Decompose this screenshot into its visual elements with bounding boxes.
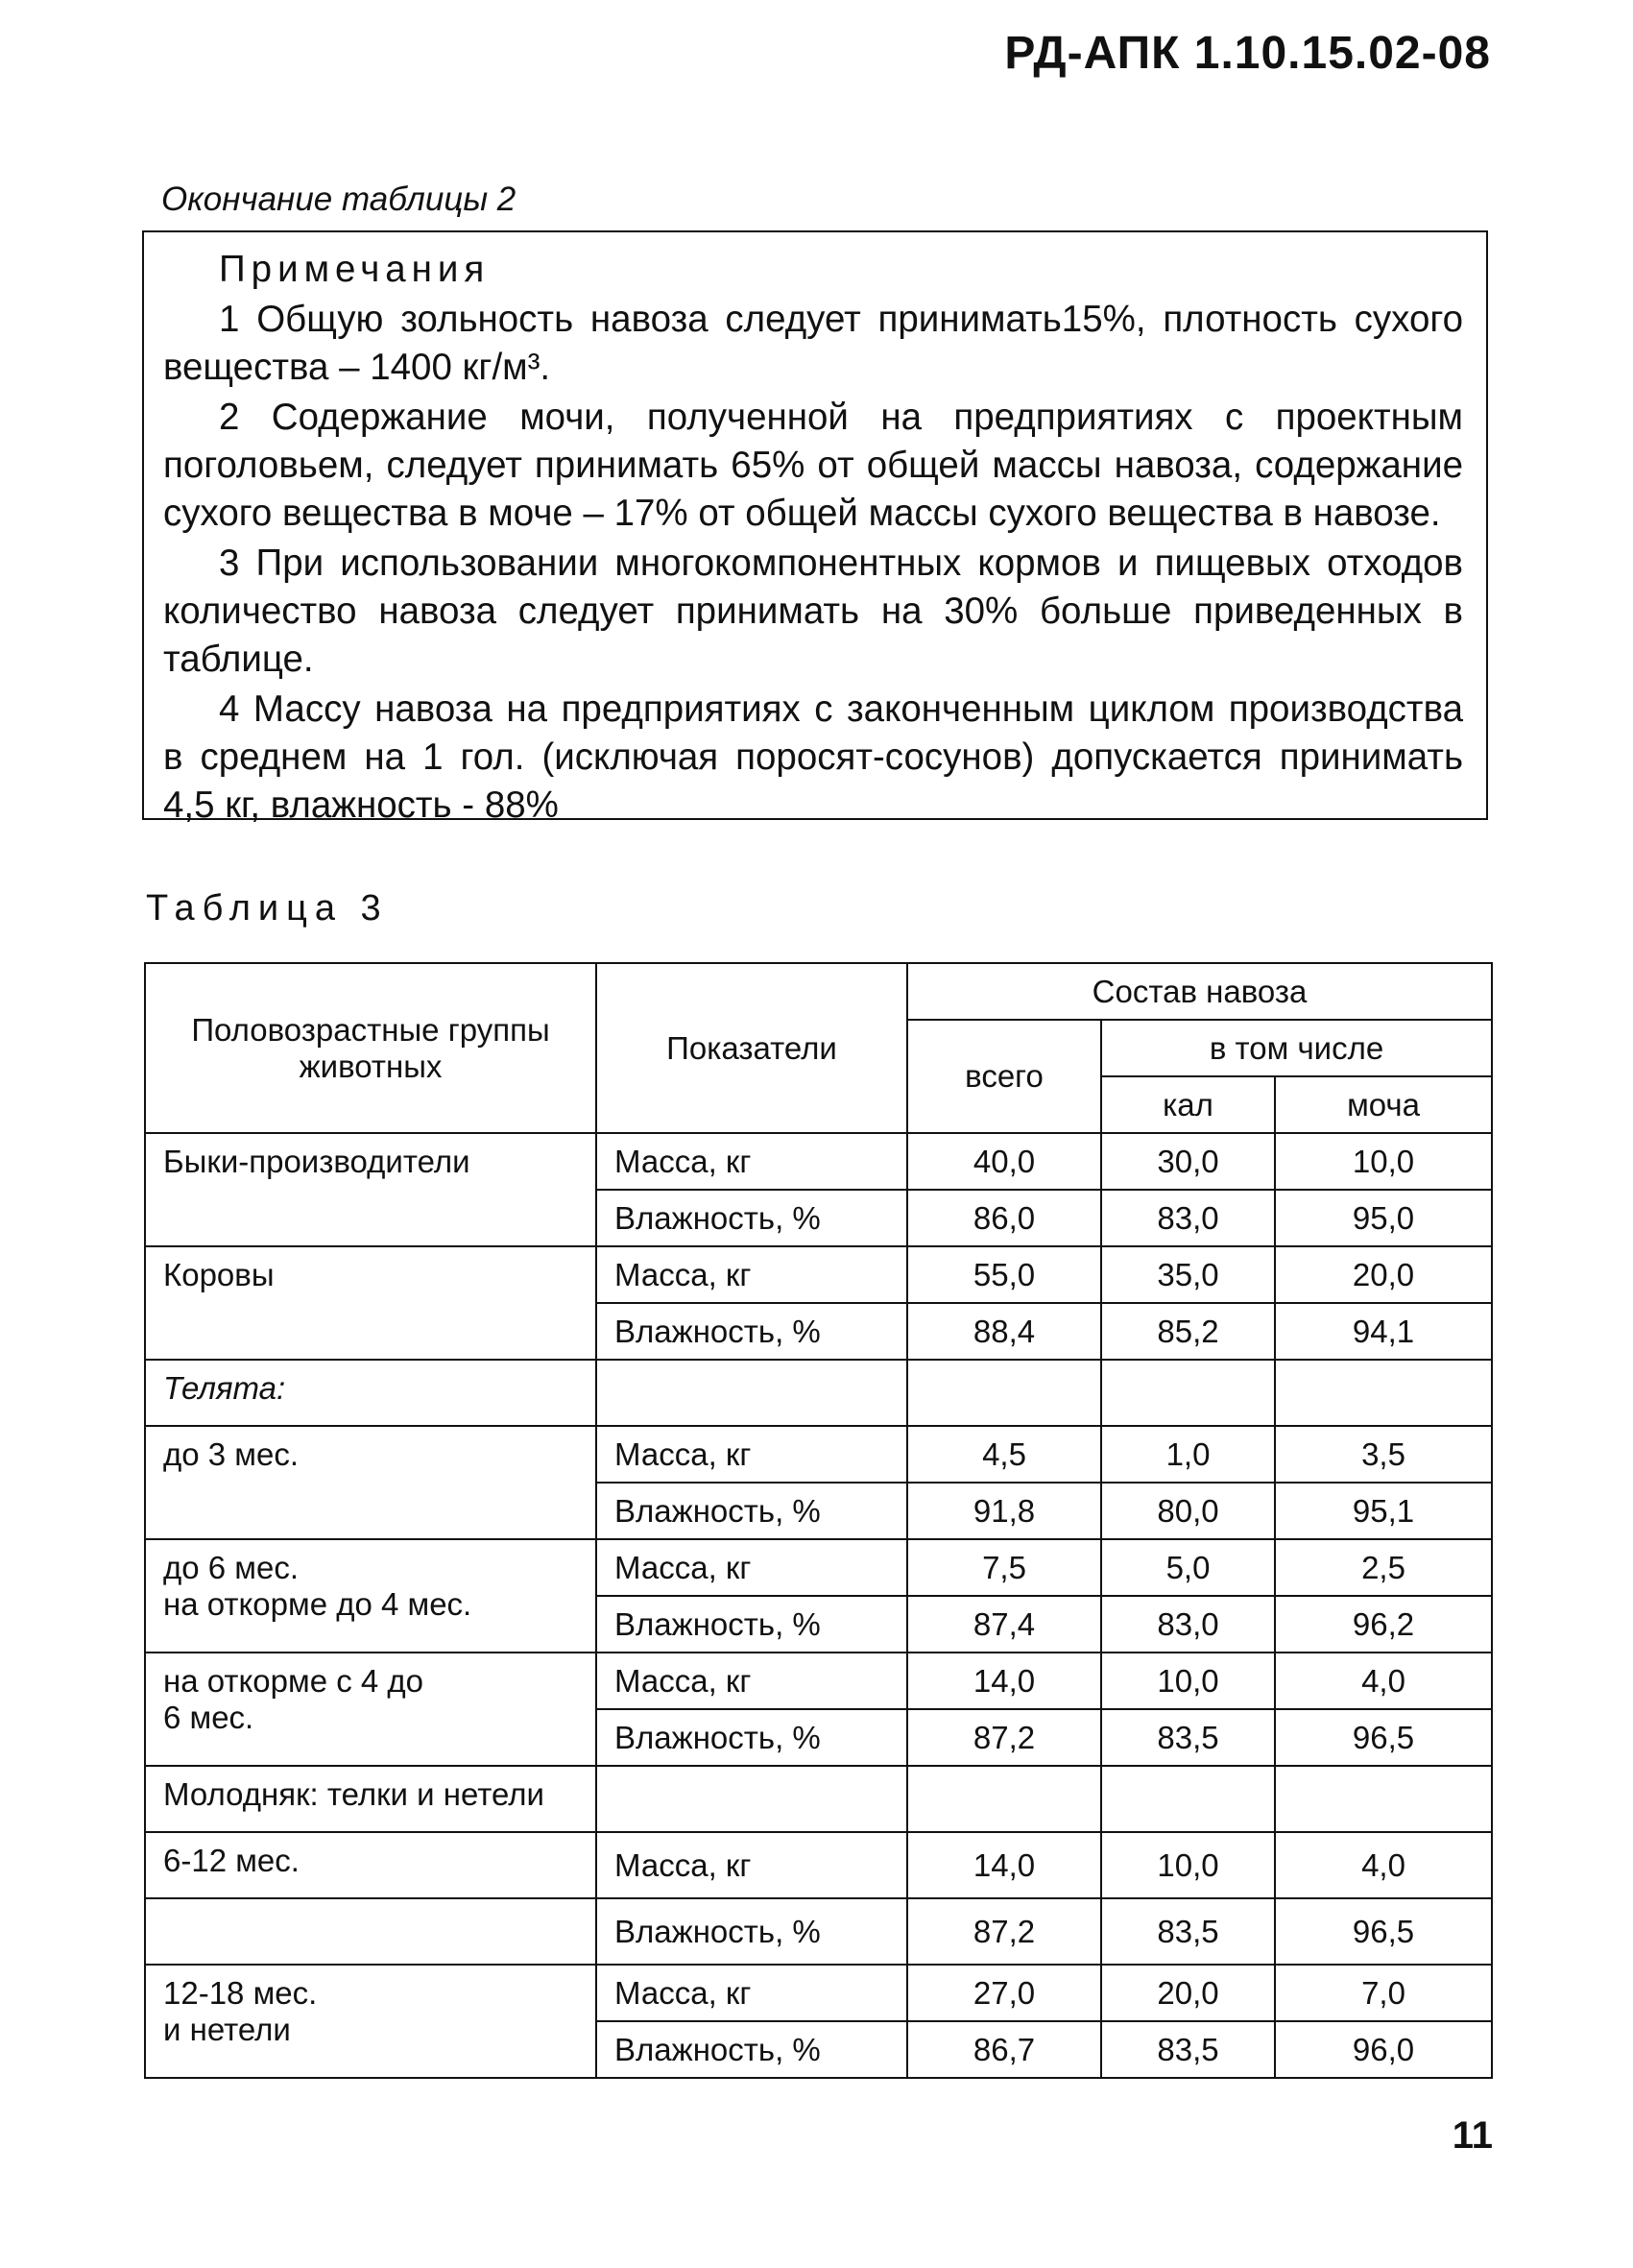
urine-value-cell: 96,2 bbox=[1275, 1596, 1492, 1653]
feces-value-cell: 35,0 bbox=[1101, 1246, 1275, 1303]
indicator-cell: Влажность, % bbox=[596, 2021, 907, 2078]
indicator-cell: Влажность, % bbox=[596, 1483, 907, 1539]
urine-value-cell: 94,1 bbox=[1275, 1303, 1492, 1360]
urine-value-cell: 95,1 bbox=[1275, 1483, 1492, 1539]
group-label-cell: 6-12 мес. bbox=[145, 1832, 596, 1898]
group-label-cell: Телята: bbox=[145, 1360, 596, 1426]
note-item-4: 4 Массу навоза на предприятиях с законченным циклом производства в среднем на 1 гол. (исключая поросят-сосунов) допускается принимать 4,5 кг, влажность - 88% bbox=[163, 688, 1463, 826]
feces-value-cell: 83,5 bbox=[1101, 1898, 1275, 1965]
table-row bbox=[145, 1965, 1492, 2021]
feces-value-cell: 5,0 bbox=[1101, 1539, 1275, 1596]
urine-value-cell: 96,5 bbox=[1275, 1898, 1492, 1965]
total-value-cell: 7,5 bbox=[907, 1539, 1101, 1596]
table-row bbox=[145, 1766, 1492, 1832]
feces-value-cell: 83,5 bbox=[1101, 2021, 1275, 2078]
total-value-cell: 87,2 bbox=[907, 1898, 1101, 1965]
indicator-cell: Масса, кг bbox=[596, 1832, 907, 1898]
indicator-cell bbox=[596, 1360, 907, 1426]
indicator-cell: Масса, кг bbox=[596, 1133, 907, 1190]
urine-value-cell: 3,5 bbox=[1275, 1426, 1492, 1483]
table-label: Таблица 3 bbox=[146, 888, 389, 929]
urine-value-cell: 96,0 bbox=[1275, 2021, 1492, 2078]
note-item-1: 1 Общую зольность навоза следует принимать15%, плотность сухого вещества – 1400 кг/м³. bbox=[163, 299, 1463, 388]
indicator-cell: Влажность, % bbox=[596, 1303, 907, 1360]
notes-box bbox=[142, 230, 1488, 826]
indicator-cell: Влажность, % bbox=[596, 1190, 907, 1246]
indicator-cell: Масса, кг bbox=[596, 1246, 907, 1303]
feces-value-cell: 83,5 bbox=[1101, 1709, 1275, 1766]
group-label-cell bbox=[145, 1898, 596, 1965]
feces-value-cell: 80,0 bbox=[1101, 1483, 1275, 1539]
urine-value-cell: 4,0 bbox=[1275, 1653, 1492, 1709]
table-row bbox=[145, 1898, 1492, 1965]
urine-value-cell bbox=[1275, 1360, 1492, 1426]
urine-value-cell: 7,0 bbox=[1275, 1965, 1492, 2021]
header-composition: Состав навоза bbox=[907, 963, 1492, 1020]
manure-composition-table bbox=[144, 962, 1493, 2079]
total-value-cell: 40,0 bbox=[907, 1133, 1101, 1190]
feces-value-cell: 10,0 bbox=[1101, 1653, 1275, 1709]
group-label-cell: Молодняк: телки и нетели bbox=[145, 1766, 596, 1832]
table-row bbox=[145, 1832, 1492, 1898]
indicator-cell: Масса, кг bbox=[596, 1426, 907, 1483]
feces-value-cell: 10,0 bbox=[1101, 1832, 1275, 1898]
urine-value-cell: 10,0 bbox=[1275, 1133, 1492, 1190]
indicator-cell bbox=[596, 1766, 907, 1832]
document-code: РД-АПК 1.10.15.02-08 bbox=[1004, 28, 1491, 79]
group-label-cell: до 3 мес. bbox=[145, 1426, 596, 1539]
feces-value-cell bbox=[1101, 1766, 1275, 1832]
header-total: всего bbox=[907, 1020, 1101, 1133]
header-indicator: Показатели bbox=[596, 963, 907, 1133]
feces-value-cell: 20,0 bbox=[1101, 1965, 1275, 2021]
header-including: в том числе bbox=[1101, 1020, 1492, 1076]
total-value-cell: 55,0 bbox=[907, 1246, 1101, 1303]
feces-value-cell bbox=[1101, 1360, 1275, 1426]
total-value-cell: 87,4 bbox=[907, 1596, 1101, 1653]
indicator-cell: Масса, кг bbox=[596, 1539, 907, 1596]
notes-title: Примечания bbox=[219, 249, 491, 290]
feces-value-cell: 83,0 bbox=[1101, 1190, 1275, 1246]
header-feces: кал bbox=[1101, 1076, 1275, 1133]
group-label-cell: до 6 мес. на откорме до 4 мес. bbox=[145, 1539, 596, 1653]
total-value-cell: 87,2 bbox=[907, 1709, 1101, 1766]
feces-value-cell: 83,0 bbox=[1101, 1596, 1275, 1653]
group-label-cell: на откорме с 4 до 6 мес. bbox=[145, 1653, 596, 1766]
feces-value-cell: 1,0 bbox=[1101, 1426, 1275, 1483]
page-number: 11 bbox=[1452, 2114, 1493, 2157]
group-label-cell: Быки-производители bbox=[145, 1133, 596, 1246]
indicator-cell: Масса, кг bbox=[596, 1965, 907, 2021]
urine-value-cell: 96,5 bbox=[1275, 1709, 1492, 1766]
indicator-cell: Влажность, % bbox=[596, 1709, 907, 1766]
table-row bbox=[145, 1133, 1492, 1190]
note-item-2: 2 Содержание мочи, полученной на предприятиях с проектным поголовьем, следует принимать 65% от общей массы навоза, содержание сухого вещества в моче – 17% от общей массы сухого вещества в навозе. bbox=[163, 397, 1463, 534]
table-row bbox=[145, 1426, 1492, 1483]
urine-value-cell: 4,0 bbox=[1275, 1832, 1492, 1898]
feces-value-cell: 30,0 bbox=[1101, 1133, 1275, 1190]
header-urine: моча bbox=[1275, 1076, 1492, 1133]
note-item-3: 3 При использовании многокомпонентных кормов и пищевых отходов количество навоза следует принимать на 30% больше приведенных в таблице. bbox=[163, 543, 1463, 680]
urine-value-cell: 20,0 bbox=[1275, 1246, 1492, 1303]
total-value-cell: 4,5 bbox=[907, 1426, 1101, 1483]
indicator-cell: Влажность, % bbox=[596, 1596, 907, 1653]
table-row bbox=[145, 1246, 1492, 1303]
table-row bbox=[145, 1539, 1492, 1596]
urine-value-cell: 2,5 bbox=[1275, 1539, 1492, 1596]
table-row bbox=[145, 1653, 1492, 1709]
header-group: Половозрастные группы животных bbox=[145, 963, 596, 1133]
indicator-cell: Масса, кг bbox=[596, 1653, 907, 1709]
feces-value-cell: 85,2 bbox=[1101, 1303, 1275, 1360]
total-value-cell bbox=[907, 1766, 1101, 1832]
total-value-cell: 86,7 bbox=[907, 2021, 1101, 2078]
total-value-cell: 88,4 bbox=[907, 1303, 1101, 1360]
group-label-cell: 12-18 мес. и нетели bbox=[145, 1965, 596, 2078]
total-value-cell: 27,0 bbox=[907, 1965, 1101, 2021]
urine-value-cell: 95,0 bbox=[1275, 1190, 1492, 1246]
table-body bbox=[145, 1133, 1492, 2078]
group-label-cell: Коровы bbox=[145, 1246, 596, 1360]
urine-value-cell bbox=[1275, 1766, 1492, 1832]
table-continuation-caption: Окончание таблицы 2 bbox=[161, 181, 516, 218]
indicator-cell: Влажность, % bbox=[596, 1898, 907, 1965]
total-value-cell: 91,8 bbox=[907, 1483, 1101, 1539]
total-value-cell: 14,0 bbox=[907, 1832, 1101, 1898]
total-value-cell: 86,0 bbox=[907, 1190, 1101, 1246]
total-value-cell bbox=[907, 1360, 1101, 1426]
total-value-cell: 14,0 bbox=[907, 1653, 1101, 1709]
table-row bbox=[145, 1360, 1492, 1426]
